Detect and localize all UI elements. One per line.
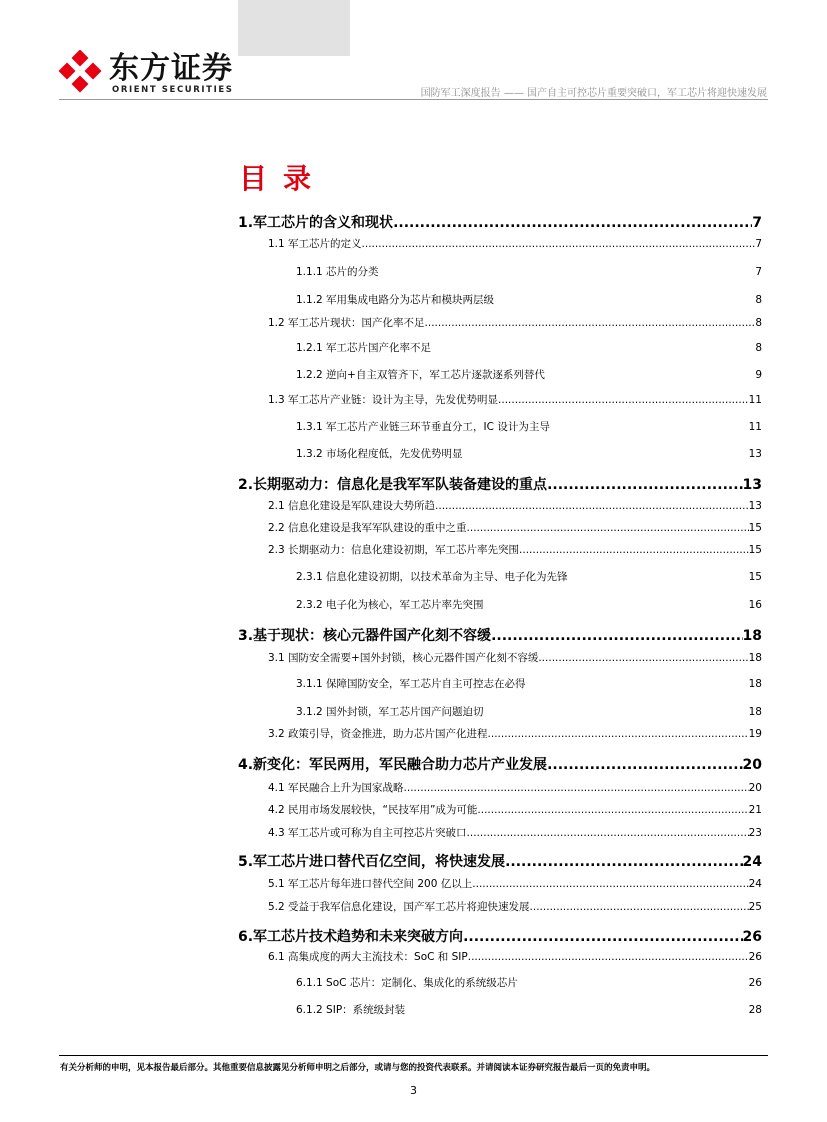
toc-entry-page: 8	[755, 342, 762, 354]
toc-dot-leader	[425, 317, 756, 329]
toc-entry-label: 3.1.2 国外封锁，军工芯片国产问题迫切	[296, 706, 484, 718]
toc-entry-label: 1.2.2 逆向+自主双管齐下，军工芯片逐款逐系列替代	[296, 369, 545, 381]
toc-entry-label: 4.2 民用市场发展较快，“民技军用”成为可能	[268, 804, 478, 816]
toc-entry-page: 24	[748, 878, 762, 890]
toc-dot-leader	[498, 394, 749, 406]
toc-dot-leader	[488, 728, 749, 740]
toc-entry[interactable]	[238, 949, 762, 964]
toc-entry[interactable]	[238, 498, 762, 513]
toc-entry[interactable]	[238, 367, 762, 382]
toc-entry-label: 5.1 军工芯片每年进口替代空间 200 亿以上	[268, 878, 473, 890]
toc-entry-label: 3.基于现状：核心元器件国产化刻不容缓	[238, 628, 492, 644]
toc-dot-leader	[468, 951, 749, 963]
toc-entry[interactable]	[238, 212, 762, 232]
toc-dot-leader	[491, 628, 742, 644]
toc-entry[interactable]	[238, 726, 762, 741]
toc-entry[interactable]	[238, 1002, 762, 1017]
toc-entry[interactable]	[238, 446, 762, 461]
toc-entry-label: 3.2 政策引导，资金推进，助力芯片国产化进程	[268, 728, 488, 740]
toc-entry-label: 2.3.2 电子化为核心，军工芯片率先突围	[296, 599, 484, 611]
toc-dot-leader	[530, 901, 749, 913]
toc-entry-page: 21	[748, 804, 762, 816]
toc-entry[interactable]	[238, 876, 762, 891]
toc-entry[interactable]	[238, 625, 762, 645]
header-divider	[59, 99, 768, 100]
footer-divider	[59, 1055, 768, 1056]
toc-entry-page: 8	[755, 294, 762, 306]
toc-entry-label: 1.1.1 芯片的分类	[296, 266, 379, 278]
toc-entry[interactable]	[238, 899, 762, 914]
toc-entry[interactable]	[238, 780, 762, 795]
toc-entry-page: 18	[748, 706, 762, 718]
toc-entry[interactable]	[238, 569, 762, 584]
report-header-title: 国防军工深度报告 —— 国产自主可控芯片重要突破口，军工芯片将迎快速发展	[420, 88, 767, 99]
toc-dot-leader	[463, 929, 742, 945]
toc-entry[interactable]	[238, 825, 762, 840]
toc-entry-page: 18	[748, 652, 762, 664]
toc-entry-label: 2.长期驱动力：信息化是我军军队装备建设的重点	[238, 477, 548, 493]
toc-entry-label: 1.2 军工芯片现状：国产化率不足	[268, 317, 425, 329]
toc-entry-page: 15	[748, 544, 762, 556]
toc-entry[interactable]	[238, 975, 762, 990]
toc-entry-label: 5.2 受益于我军信息化建设，国产军工芯片将迎快速发展	[268, 901, 530, 913]
toc-entry-page: 15	[748, 522, 762, 534]
toc-dot-leader	[472, 878, 748, 890]
toc-entry[interactable]	[238, 650, 762, 665]
toc-entry-label: 2.3 长期驱动力：信息化建设初期，军工芯片率先突围	[268, 544, 520, 556]
toc-entry-label: 3.1 国防安全需要+国外封锁，核心元器件国产化刻不容缓	[268, 652, 539, 664]
toc-entry-page: 26	[748, 951, 762, 963]
toc-entry-label: 1.2.1 军工芯片国产化率不足	[296, 342, 432, 354]
toc-entry-label: 1.1.2 军用集成电路分为芯片和模块两层级	[296, 294, 495, 306]
toc-entry-page: 13	[748, 500, 762, 512]
toc-entry[interactable]	[238, 340, 762, 355]
toc-entry-page: 13	[742, 477, 762, 493]
company-logo	[57, 50, 234, 98]
toc-dot-leader	[393, 215, 752, 231]
toc-entry-page: 23	[748, 827, 762, 839]
toc-entry-label: 1.3.2 市场化程度低，先发优势明显	[296, 448, 463, 460]
toc-dot-leader	[477, 804, 748, 816]
toc-entry[interactable]	[238, 676, 762, 691]
toc-entry[interactable]	[238, 597, 762, 612]
toc-entry-page: 20	[742, 757, 762, 773]
toc-dot-leader	[538, 652, 748, 664]
logo-english-name: ORIENT SECURITIES	[112, 85, 234, 95]
page-number: 3	[410, 1084, 417, 1097]
toc-entry[interactable]	[238, 926, 762, 946]
toc-entry-label: 3.1.1 保障国防安全，军工芯片自主可控志在必得	[296, 678, 526, 690]
toc-entry[interactable]	[238, 236, 762, 251]
toc-entry[interactable]	[238, 851, 762, 871]
toc-dot-leader	[362, 238, 756, 250]
footer-disclaimer: 有关分析师的申明，见本报告最后部分。其他重要信息披露见分析师申明之后部分，或请与您的投资代表联系。并请阅读本证券研究报告最后一页的免责申明。	[60, 1063, 656, 1073]
toc-entry-label: 2.2 信息化建设是我军军队建设的重中之重	[268, 522, 467, 534]
toc-entry[interactable]	[238, 419, 762, 434]
toc-entry-label: 2.1 信息化建设是军队建设大势所趋	[268, 500, 436, 512]
toc-entry-label: 5.军工芯片进口替代百亿空间，将快速发展	[238, 854, 506, 870]
toc-entry-page: 24	[742, 854, 762, 870]
toc-entry-label: 4.新变化：军民两用，军民融合助力芯片产业发展	[238, 757, 548, 773]
toc-entry[interactable]	[238, 754, 762, 774]
toc-dot-leader	[547, 757, 742, 773]
toc-entry-label: 6.军工芯片技术趋势和未来突破方向	[238, 929, 464, 945]
toc-entry[interactable]	[238, 542, 762, 557]
toc-entry-page: 26	[748, 977, 762, 989]
toc-dot-leader	[547, 477, 742, 493]
orient-logo-icon	[57, 50, 103, 96]
toc-entry-page: 7	[752, 215, 762, 231]
toc-entry-page: 8	[755, 317, 762, 329]
toc-dot-leader	[435, 500, 749, 512]
toc-dot-leader	[519, 544, 749, 556]
toc-entry-page: 18	[748, 678, 762, 690]
toc-entry-page: 11	[748, 394, 762, 406]
toc-entry[interactable]	[238, 474, 762, 494]
toc-entry-label: 1.3.1 军工芯片产业链三环节垂直分工，IC 设计为主导	[296, 421, 550, 433]
toc-entry-page: 26	[742, 929, 762, 945]
page-title: 目录	[239, 162, 328, 195]
toc-entry[interactable]	[238, 264, 762, 279]
toc-entry-label: 1.1 军工芯片的定义	[268, 238, 362, 250]
toc-entry-page: 20	[748, 782, 762, 794]
toc-entry[interactable]	[238, 315, 762, 330]
toc-entry[interactable]	[238, 292, 762, 307]
toc-dot-leader	[467, 522, 749, 534]
toc-entry-page: 25	[748, 901, 762, 913]
toc-entry-label: 6.1.1 SoC 芯片：定制化、集成化的系统级芯片	[296, 977, 518, 989]
toc-dot-leader	[404, 782, 749, 794]
toc-entry-label: 4.1 军民融合上升为国家战略	[268, 782, 404, 794]
toc-entry-page: 11	[748, 421, 762, 433]
toc-entry-page: 9	[755, 369, 762, 381]
toc-entry-page: 18	[742, 628, 762, 644]
toc-entry-label: 2.3.1 信息化建设初期，以技术革命为主导、电子化为先锋	[296, 571, 568, 583]
logo-chinese-name: 东方证券	[109, 51, 233, 86]
toc-entry[interactable]	[238, 802, 762, 817]
toc-entry-label: 6.1 高集成度的两大主流技术：SoC 和 SIP	[268, 951, 468, 963]
toc-dot-leader	[505, 854, 742, 870]
toc-dot-leader	[467, 827, 749, 839]
toc-entry-page: 28	[748, 1004, 762, 1016]
toc-entry-page: 16	[748, 599, 762, 611]
toc-entry[interactable]	[238, 392, 762, 407]
toc-entry-page: 15	[748, 571, 762, 583]
toc-entry[interactable]	[238, 520, 762, 535]
toc-entry-page: 19	[748, 728, 762, 740]
toc-entry-label: 1.军工芯片的含义和现状	[238, 215, 394, 231]
toc-entry-page: 7	[755, 266, 762, 278]
header-grey-block	[238, 0, 350, 56]
toc-entry-label: 6.1.2 SIP：系统级封装	[296, 1004, 406, 1016]
toc-entry[interactable]	[238, 704, 762, 719]
toc-entry-page: 13	[748, 448, 762, 460]
toc-entry-label: 1.3 军工芯片产业链：设计为主导，先发优势明显	[268, 394, 499, 406]
toc-entry-label: 4.3 军工芯片或可称为自主可控芯片突破口	[268, 827, 467, 839]
toc-entry-page: 7	[755, 238, 762, 250]
